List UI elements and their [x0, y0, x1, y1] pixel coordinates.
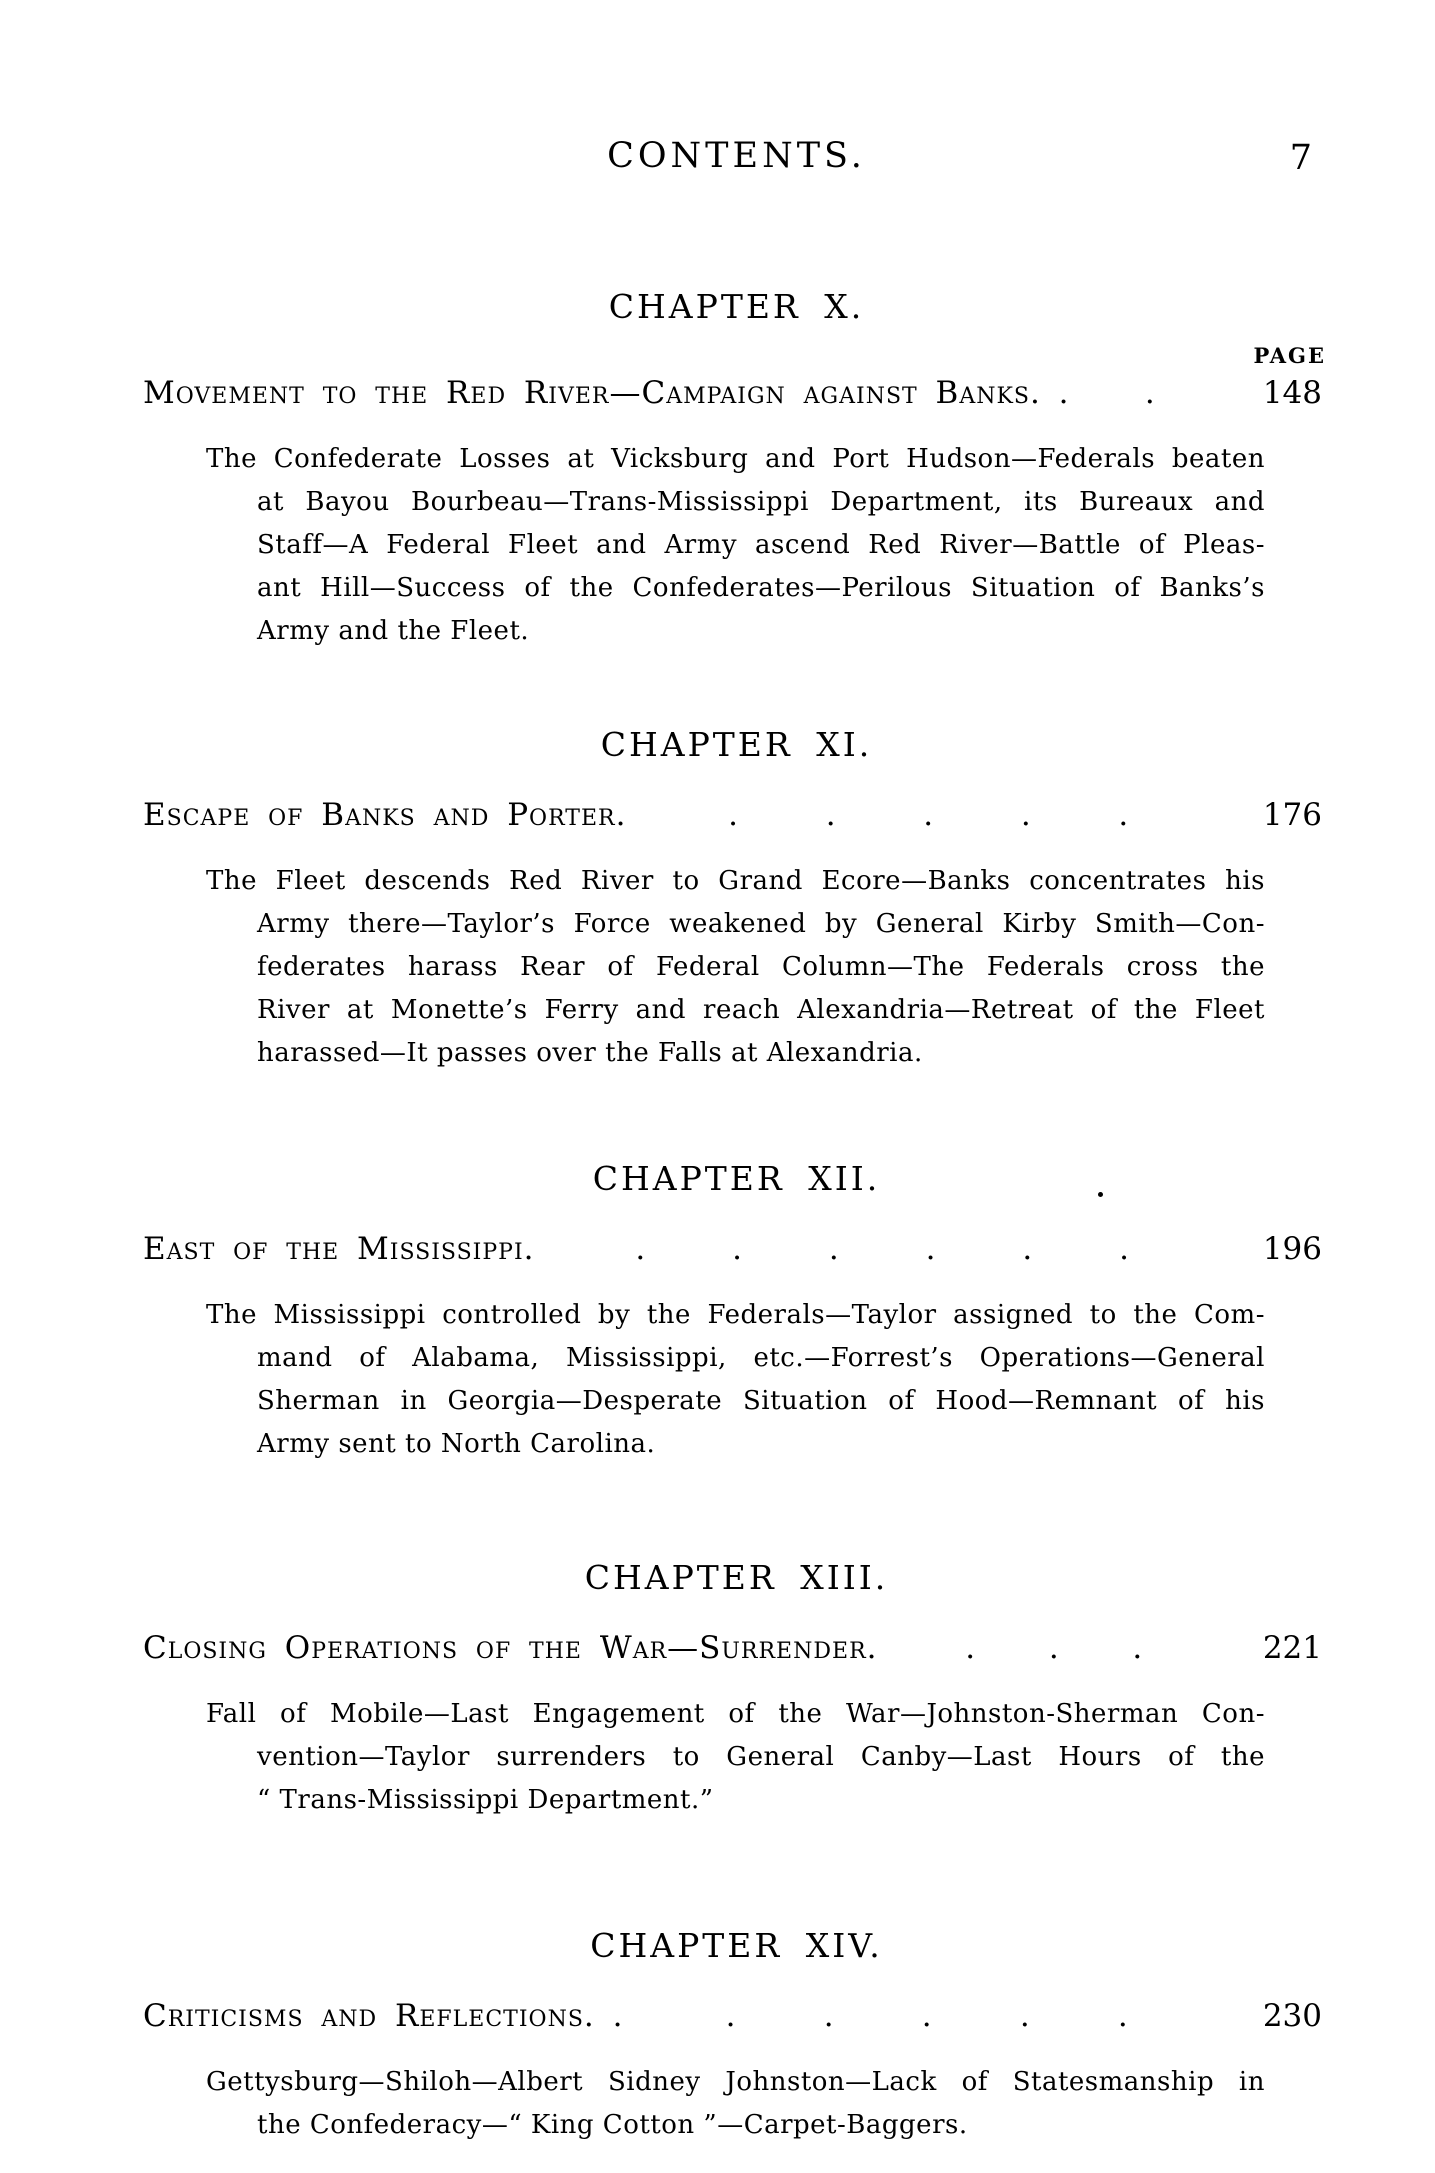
leader-dot: .	[1019, 1998, 1030, 2034]
leader-dots	[1070, 373, 1230, 413]
chapter-heading: CHAPTER XIII.	[584, 1558, 889, 1597]
leader-dot: .	[923, 797, 934, 833]
summary-line: harassed—It passes over the Falls at Alexandria.	[257, 1038, 923, 1068]
summary-line: The Confederate Losses at Vicksburg and Port Hudson—Federals beaten	[206, 444, 1265, 474]
leader-dot: .	[925, 1231, 936, 1267]
toc-entry-page-number: 221	[1262, 1630, 1322, 1666]
summary-line: vention—Taylor surrenders to General Canby—Last Hours of the	[257, 1742, 1265, 1772]
leader-dots	[535, 1229, 1230, 1269]
toc-entry-page-number: 176	[1262, 797, 1322, 833]
chapter-summary	[206, 438, 1265, 653]
chapter-section	[143, 725, 1330, 1075]
toc-entry	[143, 1996, 1330, 2036]
chapter-summary	[206, 1693, 1265, 1822]
running-head	[143, 136, 1330, 182]
summary-line: Army there—Taylor’s Force weakened by General Kirby Smith—Con-	[257, 909, 1265, 939]
leader-dot: .	[635, 1231, 646, 1267]
leader-dot: .	[1020, 797, 1031, 833]
toc-entry	[143, 1229, 1330, 1269]
leader-dot: .	[1144, 375, 1155, 411]
toc-entry	[143, 373, 1330, 413]
toc-entry-title: Movement to the Red River—Campaign against Banks. .	[143, 375, 1070, 411]
summary-line: Sherman in Georgia—Desperate Situation of Hood—Remnant of his	[257, 1386, 1265, 1416]
toc-entry-page-number: 196	[1262, 1231, 1322, 1267]
toc-entry	[143, 1628, 1330, 1668]
chapter-summary	[206, 860, 1265, 1075]
page-number: 7	[1289, 138, 1312, 178]
chapter-heading: CHAPTER XII.	[592, 1159, 881, 1198]
leader-dot: .	[825, 797, 836, 833]
summary-line: Staff—A Federal Fleet and Army ascend Red River—Battle of Pleas-	[257, 530, 1265, 560]
leader-dot: .	[1048, 1630, 1059, 1666]
toc-entry-title: Criticisms and Reflections. .	[143, 1998, 624, 2034]
summary-line: Army and the Fleet.	[257, 616, 530, 646]
toc-sections	[143, 287, 1330, 2147]
summary-line: ant Hill—Success of the Confederates—Perilous Situation of Banks’s	[257, 573, 1265, 603]
summary-line: River at Monette’s Ferry and reach Alexandria—Retreat of the Fleet	[257, 995, 1265, 1025]
page-column-label: PAGE	[1253, 343, 1326, 368]
scan-speck	[1098, 1192, 1103, 1197]
toc-entry-title: Closing Operations of the War—Surrender.	[143, 1630, 878, 1666]
summary-line: federates harass Rear of Federal Column—The Federals cross the	[257, 952, 1265, 982]
summary-line: mand of Alabama, Mississippi, etc.—Forrest’s Operations—General	[257, 1343, 1265, 1373]
leader-dot: .	[1119, 1231, 1130, 1267]
leader-dot: .	[728, 797, 738, 833]
leader-dot: .	[1117, 1998, 1128, 2034]
leader-dot: .	[1132, 1630, 1143, 1666]
leader-dot: .	[1118, 797, 1129, 833]
summary-line: at Bayou Bourbeau—Trans-Mississippi Department, its Bureaux and	[257, 487, 1265, 517]
leader-dots	[623, 1996, 1230, 2036]
summary-line: Army sent to North Carolina.	[257, 1429, 656, 1459]
toc-entry-page-number: 230	[1262, 1998, 1322, 2034]
chapter-heading: CHAPTER XIV.	[590, 1926, 883, 1965]
toc-entry-title: Escape of Banks and Porter.	[143, 797, 627, 833]
leader-dot: .	[732, 1231, 743, 1267]
leader-dot: .	[1022, 1231, 1033, 1267]
chapter-summary	[206, 1294, 1265, 1466]
summary-line: “ Trans-Mississippi Department.”	[257, 1785, 714, 1815]
summary-line: The Fleet descends Red River to Grand Ecore—Banks concentrates his	[206, 866, 1265, 896]
leader-dots	[626, 795, 1230, 835]
leader-dot: .	[828, 1231, 839, 1267]
leader-dot: .	[823, 1998, 834, 2034]
toc-entry	[143, 795, 1330, 835]
summary-line: Fall of Mobile—Last Engagement of the War—Johnston-Sherman Con-	[206, 1699, 1265, 1729]
summary-line: Gettysburg—Shiloh—Albert Sidney Johnston—Lack of Statesmanship in	[206, 2067, 1265, 2097]
leader-dot: .	[921, 1998, 932, 2034]
toc-entry-title: East of the Mississippi.	[143, 1231, 535, 1267]
chapter-heading: CHAPTER X.	[608, 287, 865, 326]
page-title: CONTENTS.	[607, 136, 866, 176]
leader-dot: .	[965, 1630, 976, 1666]
leader-dots	[877, 1628, 1230, 1668]
summary-line: the Confederacy—“ King Cotton ”—Carpet-Baggers.	[257, 2110, 968, 2140]
chapter-heading: CHAPTER XI.	[600, 725, 873, 764]
chapter-section	[143, 1159, 1330, 1466]
chapter-section	[143, 1558, 1330, 1822]
leader-dot: .	[725, 1998, 736, 2034]
summary-line: The Mississippi controlled by the Federals—Taylor assigned to the Com-	[206, 1300, 1265, 1330]
text-column	[143, 136, 1330, 2147]
chapter-summary	[206, 2061, 1265, 2147]
chapter-section	[143, 1926, 1330, 2147]
toc-entry-page-number: 148	[1262, 375, 1322, 411]
chapter-section	[143, 287, 1330, 653]
